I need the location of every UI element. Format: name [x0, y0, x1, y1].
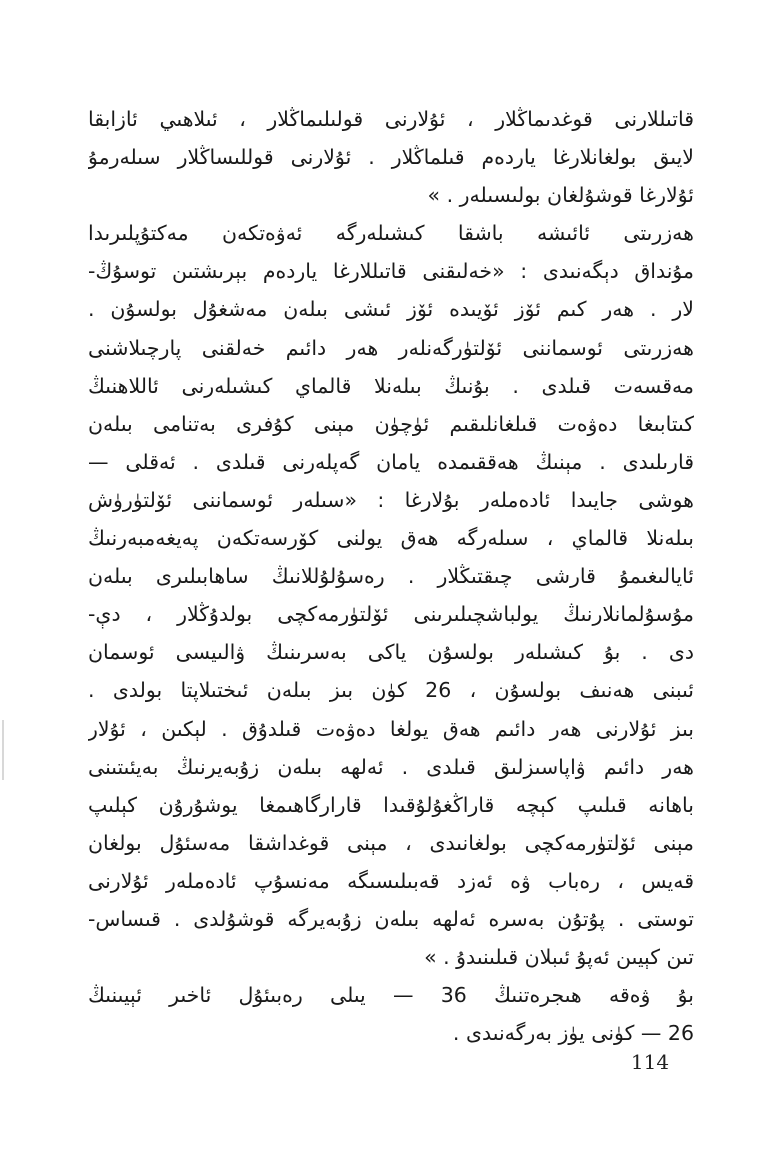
- text-line: قاتىللارنى قوغدىماڭلار ، ئۇلارنى قولىلىماڭلار ، ئىلاھىي ئازابقا: [88, 107, 694, 131]
- text-line: ئۇلارغا قوشۇلغان بولىسىلەر . »: [427, 183, 694, 208]
- text-line: 26 — كۈنى يۈز بەرگەنىدى .: [452, 1021, 694, 1046]
- text-line: بىلەنلا قالماي ، سىلەرگە ھەق يولنى كۆرسەتكەن پەيغەمبەرنىڭ: [88, 526, 694, 551]
- text-line: لار . ھەر كىم ئۆز ئۆيىدە ئۆز ئىشى بىلەن مەشغۇل بولسۇن .: [88, 297, 694, 322]
- text-line: مەقسەت قىلدى . بۇنىڭ بىلەنلا قالماي كىشىلەرنى ئاللاھنىڭ: [88, 373, 694, 398]
- text-line: ھەر دائىم ۋاپاسىزلىق قىلدى . ئەلھە بىلەن زۇبەيرنىڭ بەيئىتىنى: [88, 754, 694, 779]
- text-line: تىن كېيىن ئەپۇ ئىبلان قىلىنىدۇ . »: [424, 945, 694, 970]
- text-line: دى . بۇ كىشىلەر بولسۇن ياكى بەسرىنىڭ ۋالىيسى ئوسمان: [88, 640, 694, 665]
- text-line: مۇنداق دېگەنىدى : «خەلىقنى قاتىللارغا ياردەم بېرىشتىن توسۇڭ-: [88, 259, 694, 284]
- body-text: [88, 100, 694, 1052]
- text-line: مۇسۇلمانلارنىڭ يولباشچىلىرىنى ئۆلتۈرمەكچى بولدۇڭلار ، دې-: [88, 602, 694, 627]
- text-line: بۇ ۋەقە ھىجرەتنىڭ 36 — يىلى رەبىئۇل ئاخىر ئېيىنىڭ: [88, 983, 694, 1008]
- text-line: ئايالىغىمۇ قارشى چىقتىڭلار . رەسۇلۇللانىڭ ساھابىلىرى بىلەن: [88, 564, 694, 589]
- text-line: مېنى ئۆلتۈرمەكچى بولغانىدى ، مېنى قوغداشقا مەسئۇل بولغان: [88, 830, 694, 855]
- text-line: ھوشى جايىدا ئادەملەر بۇلارغا : «سىلەر ئوسماننى ئۆلتۈرۈش: [88, 487, 694, 512]
- scan-margin-mark: [2, 720, 4, 780]
- text-line: قارىلىدى . مېنىڭ ھەققىمدە يامان گەپلەرنى قىلدى . ئەقلى —: [88, 449, 694, 474]
- text-line: ئىبنى ھەنىف بولسۇن ، 26 كۈن بىز بىلەن ئىختىلاپتا بولدى .: [88, 678, 694, 703]
- text-line: لايىق بولغانلارغا ياردەم قىلماڭلار . ئۇلارنى قوللىساڭلار سىلەرمۇ: [88, 145, 694, 170]
- page-number: 114: [630, 1050, 670, 1074]
- text-line: ھەزرىتى ئوسماننى ئۆلتۈرگەنلەر ھەر دائىم خەلقنى پارچىلاشنى: [88, 335, 694, 360]
- text-line: قەيس ، رەباب ۋە ئەزد قەبىلىسىگە مەنسۇپ ئادەملەر ئۇلارنى: [88, 868, 694, 893]
- text-line: توستى . پۇتۇن بەسرە ئەلھە بىلەن زۇبەيرگە قوشۇلدى . قىساس-: [88, 906, 694, 931]
- text-line: ھەزرىتى ئائىشە باشقا كىشىلەرگە ئەۋەتكەن مەكتۇپلىرىدا: [88, 221, 694, 246]
- text-line: باھانە قىلىپ كېچە قاراڭغۇلۇقىدا قارارگاھىمغا يوشۇرۇن كېلىپ: [88, 792, 694, 817]
- text-line: بىز ئۇلارنى ھەر دائىم ھەق يولغا دەۋەت قىلدۇق . لېكىن ، ئۇلار: [88, 716, 694, 741]
- text-line: كىتابىغا دەۋەت قىلغانلىقىم ئۈچۈن مېنى كۇفرى بەتنامى بىلەن: [88, 411, 694, 436]
